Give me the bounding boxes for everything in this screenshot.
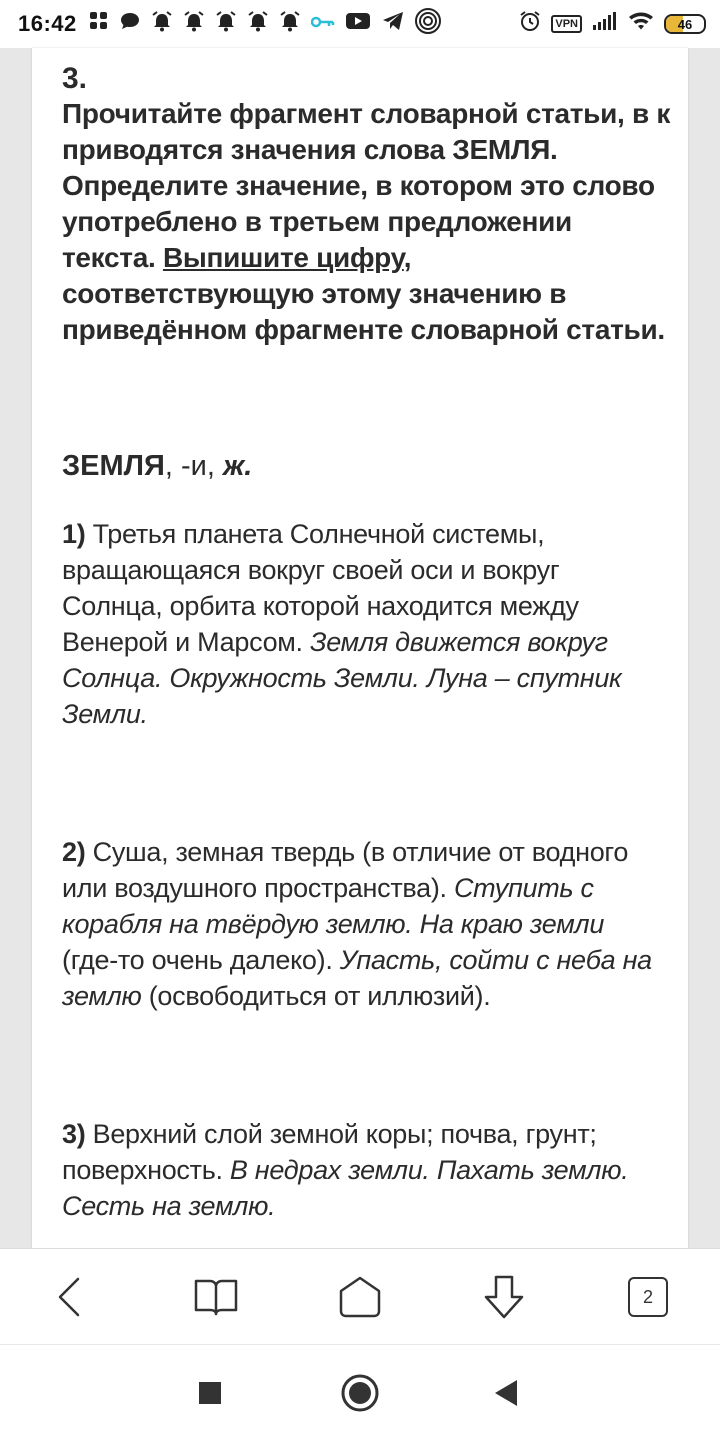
sense-number: 2) — [62, 837, 86, 867]
sense-definition: Верхний слой земной коры; почва, грунт; поверхность. — [62, 1119, 597, 1185]
headword-word: ЗЕМЛЯ — [62, 450, 165, 482]
wifi-icon — [628, 11, 654, 37]
tab-count: 2 — [642, 1286, 653, 1307]
back-button[interactable] — [46, 1273, 94, 1321]
dictionary-sense — [62, 516, 662, 732]
battery-indicator — [664, 14, 706, 34]
task-text — [62, 96, 688, 348]
task-number: 3. — [62, 62, 88, 95]
download-button[interactable] — [480, 1273, 528, 1321]
sense-definition: Третья планета Солнечной системы, вращающаяся вокруг своей оси и вокруг Солнца, орбита которой находится между Венерой и Марсом. — [62, 519, 579, 657]
task-line: приведённом фрагменте словарной статьи. — [62, 314, 665, 345]
task-line: Определите значение, в котором это слово — [62, 170, 655, 201]
alarm-icon — [279, 10, 301, 38]
battery-level: 46 — [677, 16, 693, 32]
notification-icons — [89, 8, 520, 40]
download-icon — [480, 1273, 528, 1321]
alarm-icon — [215, 10, 237, 38]
home-nav-button[interactable] — [338, 1371, 382, 1415]
key-icon — [311, 13, 335, 35]
document-page — [32, 48, 688, 1248]
task-instruction-underlined: Выпишите цифру — [162, 242, 404, 273]
status-time: 16:42 — [18, 11, 77, 36]
home-button[interactable] — [336, 1273, 384, 1321]
recents-button[interactable] — [188, 1371, 232, 1415]
alarm-icon — [183, 10, 205, 38]
task-text-fragment: текста. — [62, 242, 163, 273]
bookmarks-button[interactable] — [192, 1273, 240, 1321]
home-icon — [336, 1273, 384, 1321]
sense-note: (где-то очень далеко). — [62, 945, 340, 975]
status-bar — [0, 0, 720, 48]
sense-examples: Земля движется вокруг Солнца. Окружность Земли. Луна – спутник Земли. — [62, 627, 622, 729]
alarm-icon — [151, 10, 173, 38]
alarm-icon — [247, 10, 269, 38]
sense-examples: В недрах земли. Пахать землю. Сесть на землю. — [62, 1155, 629, 1221]
task-text-fragment: , — [403, 242, 412, 273]
task-line: соответствующую этому значению в — [62, 278, 567, 309]
telegram-icon — [381, 11, 405, 37]
browser-toolbar — [0, 1248, 720, 1344]
page-content — [62, 62, 688, 1224]
chat-icon — [119, 11, 141, 37]
dictionary-headword — [62, 448, 688, 484]
task-line: употреблено в третьем предложении — [62, 206, 572, 237]
recents-icon — [198, 1381, 222, 1405]
task-line — [62, 240, 688, 276]
book-icon — [192, 1273, 240, 1321]
system-navigation-bar — [0, 1344, 720, 1440]
sense-number: 3) — [62, 1119, 86, 1149]
vpn-badge: VPN — [551, 15, 582, 33]
task-line: Прочитайте фрагмент словарной статьи, в к — [62, 98, 671, 129]
headword-grammar: , -и, — [164, 450, 223, 482]
home-circle-icon — [340, 1373, 380, 1413]
dictionary-sense — [62, 1116, 662, 1224]
apps-icon — [89, 11, 109, 37]
sense-number: 1) — [62, 519, 86, 549]
tabs-button[interactable] — [624, 1273, 672, 1321]
document-viewer[interactable] — [0, 48, 720, 1248]
fingerprint-icon — [415, 8, 441, 40]
sense-example: Ступить с корабля на твёрдую землю. На краю земли — [62, 873, 605, 939]
back-icon — [46, 1273, 94, 1321]
task-line: приводятся значения слова ЗЕМЛЯ. — [62, 134, 558, 165]
dictionary-sense — [62, 834, 662, 1014]
signal-icon — [592, 11, 618, 37]
sense-definition: Суша, земная твердь (в отличие от водного или воздушного пространства). — [62, 837, 629, 903]
system-icons — [519, 10, 706, 38]
sense-example: Упасть, сойти с неба на землю — [62, 945, 652, 1011]
alarm-clock-icon — [519, 10, 541, 38]
back-triangle-icon — [493, 1379, 519, 1407]
back-nav-button[interactable] — [484, 1371, 528, 1415]
tabs-icon — [628, 1277, 668, 1317]
headword-gender: ж. — [222, 450, 253, 482]
youtube-icon — [345, 11, 371, 37]
sense-note: (освободиться от иллюзий). — [141, 981, 491, 1011]
